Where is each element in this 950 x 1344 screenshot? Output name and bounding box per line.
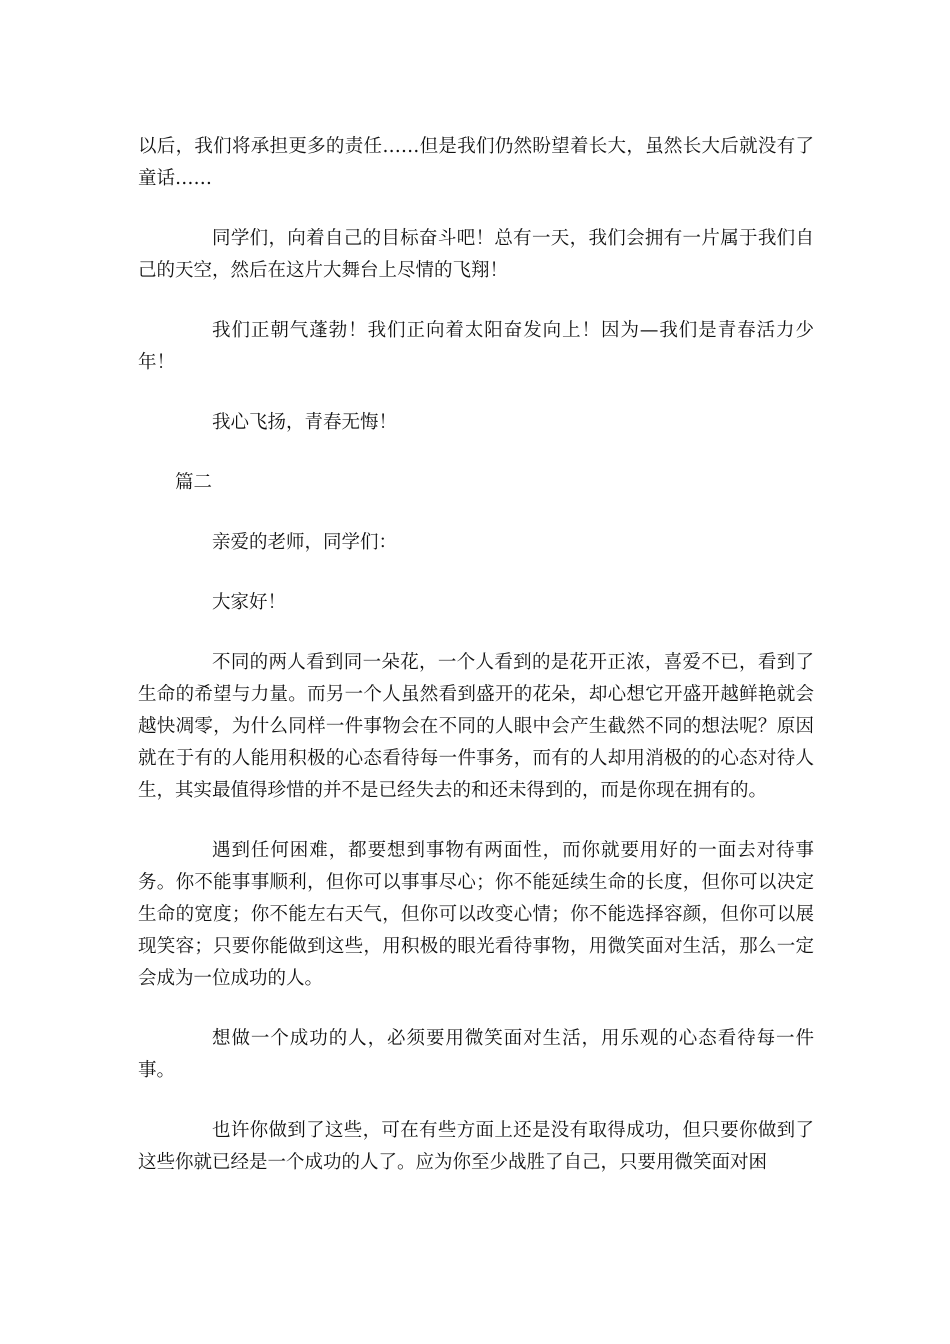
paragraph: 同学们，向着自己的目标奋斗吧！总有一天，我们会拥有一片属于我们自己的天空，然后在这片大舞台上尽情的飞翔！ [138, 228, 814, 281]
section-heading: 篇二 [175, 472, 213, 493]
greeting: 大家好！ [212, 592, 287, 613]
paragraph-continued: 以后，我们将承担更多的责任……但是我们仍然盼望着长大，虽然长大后就没有了童话…… [138, 136, 814, 189]
paragraph-truncated: 也许你做到了这些，可在有些方面上还是没有取得成功，但只要你做到了这些你就已经是一个成功的人了。应为你至少战胜了自己，只要用微笑面对困 [138, 1120, 814, 1173]
paragraph: 想做一个成功的人，必须要用微笑面对生活，用乐观的心态看待每一件事。 [138, 1028, 814, 1081]
paragraph: 遇到任何困难，都要想到事物有两面性，而你就要用好的一面去对待事务。你不能事事顺利，但你可以事事尽心；你不能延续生命的长度，但你可以决定生命的宽度；你不能左右天气，但你可以改变心情；你不能选择容颜，但你可以展现笑容；只要你能做到这些，用积极的眼光看待事物，用微笑面对生活，那么一定会成为一位成功的人。 [138, 840, 814, 989]
document-body [138, 131, 814, 1179]
paragraph: 我心飞扬，青春无悔！ [212, 412, 398, 433]
salutation: 亲爱的老师，同学们： [212, 532, 398, 553]
paragraph: 我们正朝气蓬勃！我们正向着太阳奋发向上！因为—我们是青春活力少年！ [138, 320, 814, 373]
paragraph: 不同的两人看到同一朵花，一个人看到的是花开正浓，喜爱不已，看到了生命的希望与力量。而另一个人虽然看到盛开的花朵，却心想它开盛开越鲜艳就会越快凋零，为什么同样一件事物会在不同的人眼中会产生截然不同的想法呢？原因就在于有的人能用积极的心态看待每一件事务，而有的人却用消极的的心态对待人生，其实最值得珍惜的并不是已经失去的和还未得到的，而是你现在拥有的。 [138, 652, 814, 801]
